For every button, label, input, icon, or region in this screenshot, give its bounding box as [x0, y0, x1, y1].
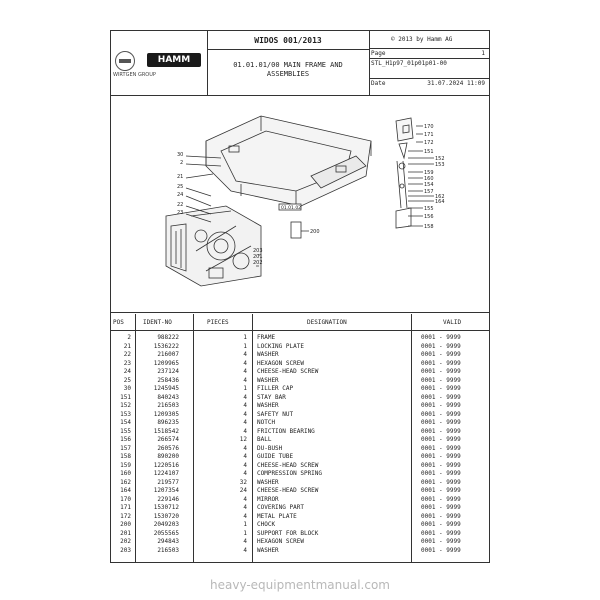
copyright-notice: © 2013 by Hamm AG — [391, 36, 453, 43]
table-row — [111, 394, 489, 401]
cell-designation: WASHER — [257, 402, 279, 409]
meta-date-key: Date — [371, 80, 386, 87]
cell-designation: COMPRESSION SPRING — [257, 470, 323, 477]
cell-ident: 988222 — [157, 334, 179, 341]
section-title: 01.01.01/00 MAIN FRAME AND ASSEMBLIES — [233, 61, 343, 78]
cell-ident: 219577 — [157, 478, 179, 486]
cell-pos: 21 — [123, 342, 131, 350]
table-row — [111, 368, 489, 375]
footer-watermark: heavy-equipmentmanual.com — [210, 578, 390, 592]
cell-ident: 1518542 — [153, 427, 179, 435]
cell-designation: MIRROR — [257, 495, 279, 503]
cell-ident: 294843 — [157, 538, 179, 545]
cell-valid: 0001 - 9999 — [421, 351, 461, 358]
cell-ident: 1209965 — [153, 359, 179, 367]
cell-designation: SAFETY NUT — [257, 410, 294, 418]
cell-designation: CHEESE-HEAD SCREW — [257, 461, 319, 469]
cell-designation: GUIDE TUBE — [257, 453, 294, 460]
cell-pos: 202 — [120, 538, 131, 545]
callout-22: 22 — [177, 202, 184, 208]
cell-pieces: 4 — [243, 453, 247, 460]
table-row — [111, 530, 489, 537]
cell-designation: NOTCH — [257, 419, 276, 426]
callout-164: 164 — [435, 199, 445, 205]
cell-pos: 30 — [123, 385, 131, 392]
cell-valid: 0001 - 9999 — [421, 521, 461, 528]
cell-ident: 1536222 — [153, 342, 179, 350]
callout-24: 24 — [177, 192, 184, 198]
cell-designation: WASHER — [257, 376, 279, 384]
cell-pieces: 4 — [243, 538, 247, 545]
callout-162: 162 — [435, 194, 445, 200]
cell-pieces: 4 — [243, 444, 247, 452]
table-row — [111, 419, 489, 426]
cell-pos: 200 — [120, 521, 131, 528]
cell-ident: 2049203 — [153, 521, 179, 528]
table-row — [111, 411, 489, 418]
header-designation: DESIGNATION — [307, 319, 347, 326]
cell-pieces: 4 — [243, 427, 247, 435]
cell-pos: 170 — [120, 495, 131, 503]
cell-pieces: 4 — [243, 512, 247, 520]
reference-label: 01.01.02 — [281, 206, 302, 211]
callout-23: 23 — [177, 210, 184, 216]
cell-ident: 896235 — [157, 419, 179, 426]
header-pos: POS — [113, 319, 124, 326]
cell-valid: 0001 - 9999 — [421, 342, 461, 350]
cell-designation: BALL — [257, 436, 272, 443]
table-row — [111, 436, 489, 443]
header-pieces: PIECES — [207, 319, 229, 326]
cell-pieces: 1 — [243, 385, 247, 392]
cell-ident: 216503 — [157, 402, 179, 409]
callout-156: 156 — [424, 214, 434, 220]
callout-172: 172 — [424, 140, 434, 146]
table-row — [111, 538, 489, 545]
cell-pieces: 4 — [243, 495, 247, 503]
cell-pieces: 1 — [243, 521, 247, 528]
cell-valid: 0001 - 9999 — [421, 538, 461, 545]
cell-pos: 24 — [123, 368, 131, 375]
cell-pieces: 4 — [243, 376, 247, 384]
table-row — [111, 521, 489, 528]
callout-21: 21 — [177, 174, 184, 180]
cell-pos: 171 — [120, 504, 131, 511]
cell-valid: 0001 - 9999 — [421, 376, 461, 384]
cell-ident: 216503 — [157, 546, 179, 554]
cell-designation: WASHER — [257, 478, 279, 486]
callout-151: 151 — [424, 149, 434, 155]
cell-designation: FRAME — [257, 334, 276, 341]
cell-valid: 0001 - 9999 — [421, 495, 461, 503]
cell-pieces: 4 — [243, 461, 247, 469]
callout-157: 157 — [424, 189, 434, 195]
table-row — [111, 547, 489, 554]
cell-valid: 0001 - 9999 — [421, 393, 461, 401]
meta-stl-row — [369, 58, 489, 68]
cell-ident: 1209305 — [153, 410, 179, 418]
cell-valid: 0001 - 9999 — [421, 453, 461, 460]
cell-designation: CHEESE-HEAD SCREW — [257, 368, 319, 375]
meta-date-value: 31.07.2024 11:09 — [427, 80, 485, 87]
cell-designation: COVERING PART — [257, 504, 304, 511]
cell-designation: STAY BAR — [257, 393, 286, 401]
cell-valid: 0001 - 9999 — [421, 402, 461, 409]
cell-pos: 156 — [120, 436, 131, 443]
cell-ident: 890200 — [157, 453, 179, 460]
cell-pos: 157 — [120, 444, 131, 452]
cell-valid: 0001 - 9999 — [421, 444, 461, 452]
cell-pieces: 4 — [243, 351, 247, 358]
cell-designation: WASHER — [257, 351, 279, 358]
cell-pieces: 4 — [243, 359, 247, 367]
table-row — [111, 351, 489, 358]
cell-ident: 840243 — [157, 393, 179, 401]
cell-valid: 0001 - 9999 — [421, 385, 461, 392]
title-cell — [207, 31, 370, 95]
meta-page-value: 1 — [481, 50, 485, 57]
table-row — [111, 462, 489, 469]
exploded-view-drawing — [111, 96, 489, 313]
header-divider — [111, 330, 489, 331]
callout-200: 200 — [310, 229, 320, 235]
table-row — [111, 504, 489, 511]
logo-cell — [111, 31, 208, 95]
cell-designation: DU-BUSH — [257, 444, 283, 452]
sheet-header — [111, 31, 489, 96]
cell-designation: HEXAGON SCREW — [257, 538, 304, 545]
title-divider — [207, 49, 369, 50]
table-row — [111, 487, 489, 494]
cell-ident: 216007 — [157, 351, 179, 358]
cell-valid: 0001 - 9999 — [421, 470, 461, 477]
callout-170: 170 — [424, 124, 434, 130]
callout-201: 201 — [253, 254, 263, 260]
cell-valid: 0001 - 9999 — [421, 487, 461, 494]
callout-158: 158 — [424, 224, 434, 230]
cell-designation: HEXAGON SCREW — [257, 359, 304, 367]
cell-pieces: 4 — [243, 470, 247, 477]
cell-pos: 201 — [120, 529, 131, 537]
cell-valid: 0001 - 9999 — [421, 461, 461, 469]
cell-pos: 22 — [123, 351, 131, 358]
cell-pos: 155 — [120, 427, 131, 435]
cell-ident: 266574 — [157, 436, 179, 443]
cell-valid: 0001 - 9999 — [421, 504, 461, 511]
callout-152: 152 — [435, 156, 445, 162]
meta-stl-key: STL_H1p97_01p01p01-00 — [371, 60, 447, 67]
cell-pos: 164 — [120, 487, 131, 494]
callout-202: 202 — [253, 260, 263, 266]
callout-30: 30 — [177, 152, 184, 158]
cell-ident: 1530720 — [153, 512, 179, 520]
cell-valid: 0001 - 9999 — [421, 478, 461, 486]
cell-pos: 151 — [120, 393, 131, 401]
callout-203: 203 — [253, 248, 263, 254]
hamm-logo: HAMM — [147, 53, 201, 67]
table-row — [111, 513, 489, 520]
table-row — [111, 428, 489, 435]
cell-pieces: 1 — [243, 529, 247, 537]
cell-designation: WASHER — [257, 546, 279, 554]
callout-2: 2 — [180, 160, 184, 166]
cell-ident: 237124 — [157, 368, 179, 375]
meta-page-row — [369, 48, 489, 58]
cell-designation: FRICTION BEARING — [257, 427, 315, 435]
table-row — [111, 470, 489, 477]
cell-valid: 0001 - 9999 — [421, 410, 461, 418]
cell-pieces: 4 — [243, 419, 247, 426]
callout-155: 155 — [424, 206, 434, 212]
callout-159: 159 — [424, 170, 434, 176]
cell-ident: 1220516 — [153, 461, 179, 469]
table-row — [111, 445, 489, 452]
cell-ident: 1245945 — [153, 385, 179, 392]
table-row — [111, 334, 489, 341]
cell-valid: 0001 - 9999 — [421, 368, 461, 375]
cell-designation: SUPPORT FOR BLOCK — [257, 529, 319, 537]
cell-valid: 0001 - 9999 — [421, 419, 461, 426]
callout-171: 171 — [424, 132, 434, 138]
callout-160: 160 — [424, 176, 434, 182]
cell-pos: 153 — [120, 410, 131, 418]
header-ident: IDENT-NO — [143, 319, 172, 326]
cell-valid: 0001 - 9999 — [421, 512, 461, 520]
cell-valid: 0001 - 9999 — [421, 359, 461, 367]
cell-ident: 1224107 — [153, 470, 179, 477]
cell-pieces: 32 — [239, 478, 247, 486]
cell-pos: 203 — [120, 546, 131, 554]
wirtgen-group-logo-icon — [115, 51, 135, 71]
cell-designation: CHEESE-HEAD SCREW — [257, 487, 319, 494]
cell-ident: 1530712 — [153, 504, 179, 511]
callout-154: 154 — [424, 182, 434, 188]
wirtgen-group-logo-text: WIRTGEN GROUP — [113, 72, 156, 78]
table-row — [111, 343, 489, 350]
cell-pieces: 12 — [239, 436, 247, 443]
cell-valid: 0001 - 9999 — [421, 546, 461, 554]
cell-pieces: 4 — [243, 504, 247, 511]
cell-valid: 0001 - 9999 — [421, 529, 461, 537]
callout-153: 153 — [435, 162, 445, 168]
cell-designation: CHOCK — [257, 521, 276, 528]
table-row — [111, 453, 489, 460]
document-title: WIDOS 001/2013 — [254, 36, 322, 45]
cell-pieces: 4 — [243, 393, 247, 401]
cell-pos: 154 — [120, 419, 131, 426]
cell-ident: 1207354 — [153, 487, 179, 494]
meta-page-key: Page — [371, 50, 386, 57]
cell-pieces: 1 — [243, 334, 247, 341]
cell-pos: 2 — [127, 334, 131, 341]
cell-pieces: 1 — [243, 342, 247, 350]
cell-designation: METAL PLATE — [257, 512, 297, 520]
cell-pieces: 4 — [243, 546, 247, 554]
cell-ident: 229146 — [157, 495, 179, 503]
header-valid: VALID — [443, 319, 462, 326]
cell-designation: FILLER CAP — [257, 385, 294, 392]
table-row — [111, 479, 489, 486]
cell-pieces: 4 — [243, 410, 247, 418]
cell-pieces: 4 — [243, 368, 247, 375]
cell-ident: 258436 — [157, 376, 179, 384]
cell-pos: 162 — [120, 478, 131, 486]
meta-date-row — [369, 78, 489, 88]
table-row — [111, 385, 489, 392]
cell-pos: 160 — [120, 470, 131, 477]
table-row — [111, 360, 489, 367]
parts-table — [111, 314, 489, 563]
cell-ident: 2055565 — [153, 529, 179, 537]
cell-valid: 0001 - 9999 — [421, 334, 461, 341]
cell-pieces: 24 — [239, 487, 247, 494]
table-row — [111, 496, 489, 503]
cell-pos: 25 — [123, 376, 131, 384]
cell-pos: 172 — [120, 512, 131, 520]
table-row — [111, 377, 489, 384]
cell-valid: 0001 - 9999 — [421, 436, 461, 443]
cell-valid: 0001 - 9999 — [421, 427, 461, 435]
cell-pieces: 4 — [243, 402, 247, 409]
cell-designation: LOCKING PLATE — [257, 342, 304, 350]
cell-ident: 260576 — [157, 444, 179, 452]
table-row — [111, 402, 489, 409]
cell-pos: 23 — [123, 359, 131, 367]
cell-pos: 158 — [120, 453, 131, 460]
cell-pos: 152 — [120, 402, 131, 409]
callout-25: 25 — [177, 184, 184, 190]
parts-sheet — [110, 30, 490, 563]
exploded-view-svg — [111, 96, 489, 312]
cell-pos: 159 — [120, 461, 131, 469]
